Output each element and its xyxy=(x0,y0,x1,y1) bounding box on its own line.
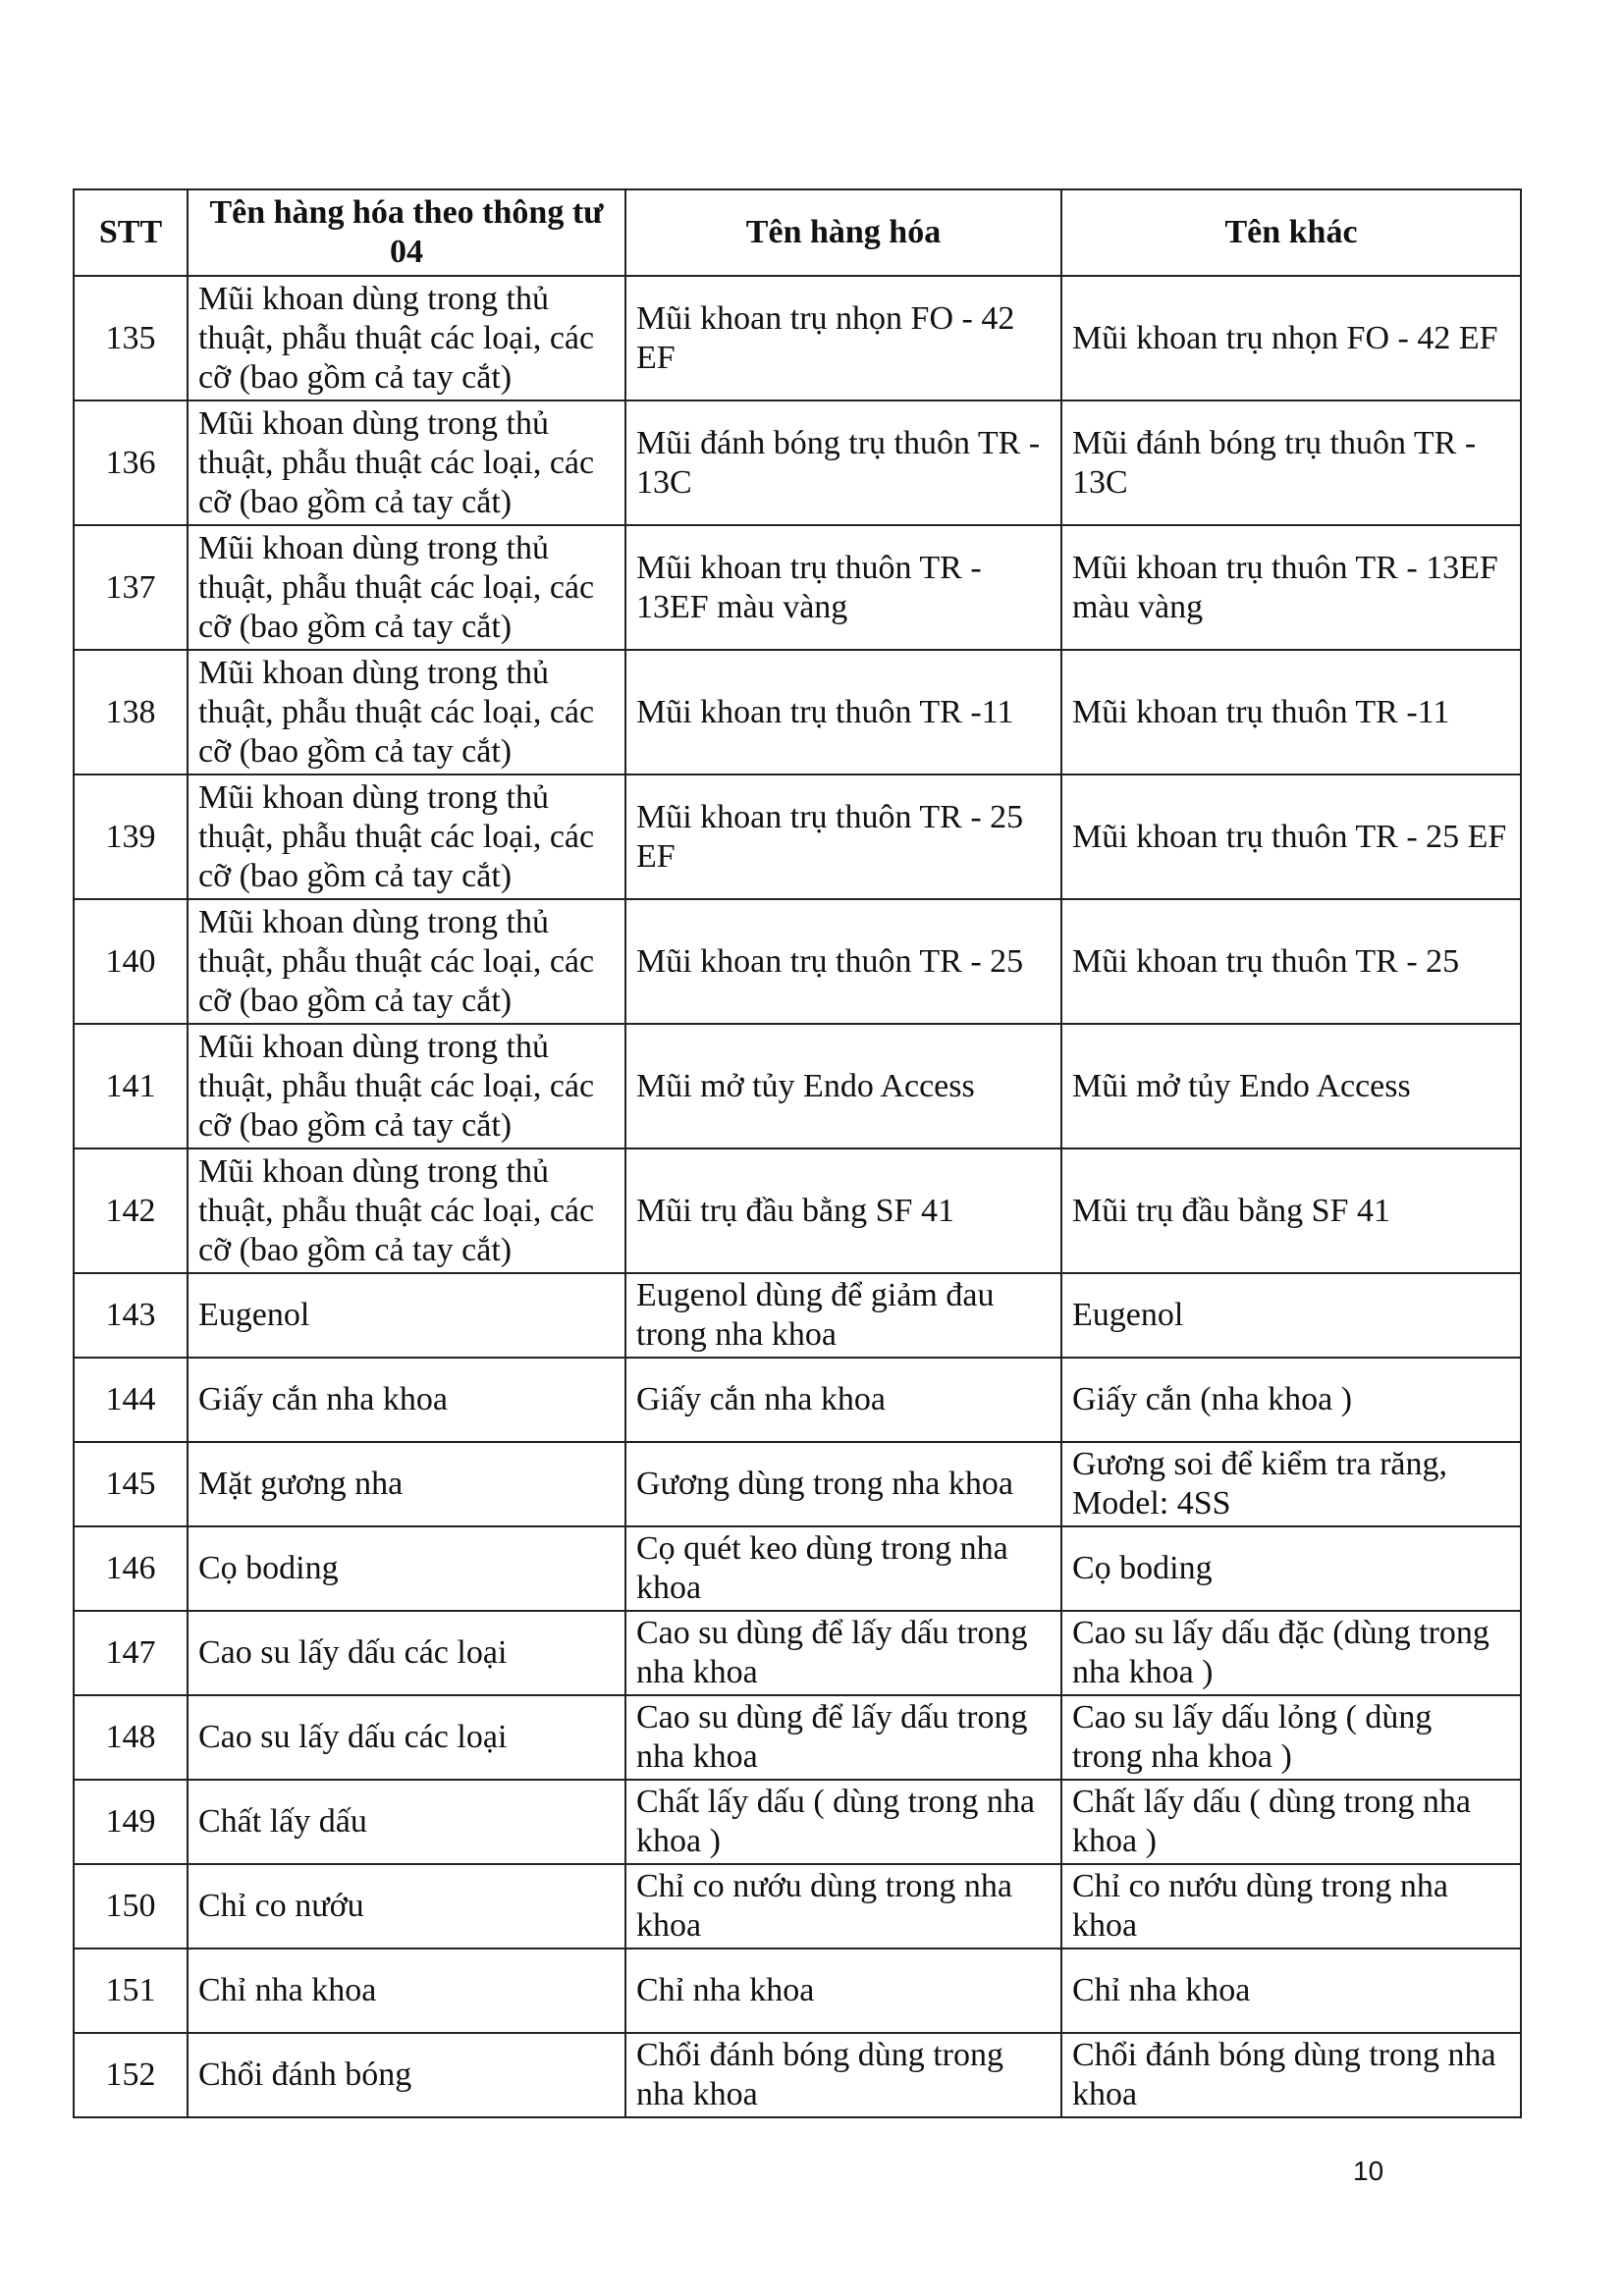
cell-other-name: Mũi đánh bóng trụ thuôn TR - 13C xyxy=(1061,400,1521,525)
cell-other-name: Chất lấy dấu ( dùng trong nha khoa ) xyxy=(1061,1780,1521,1864)
table-row xyxy=(74,1780,1521,1864)
table-row xyxy=(74,1611,1521,1695)
cell-circular-name: Mũi khoan dùng trong thủ thuật, phẫu thuật các loại, các cỡ (bao gồm cả tay cắt) xyxy=(188,899,625,1024)
cell-other-name: Mũi khoan trụ thuôn TR - 25 xyxy=(1061,899,1521,1024)
cell-stt: 146 xyxy=(74,1526,188,1611)
table-row xyxy=(74,1949,1521,2033)
cell-goods-name: Chất lấy dấu ( dùng trong nha khoa ) xyxy=(625,1780,1061,1864)
cell-circular-name: Mũi khoan dùng trong thủ thuật, phẫu thuật các loại, các cỡ (bao gồm cả tay cắt) xyxy=(188,276,625,400)
table-body xyxy=(74,276,1521,2117)
cell-goods-name: Mũi khoan trụ thuôn TR - 13EF màu vàng xyxy=(625,525,1061,650)
cell-stt: 149 xyxy=(74,1780,188,1864)
cell-circular-name: Mũi khoan dùng trong thủ thuật, phẫu thuật các loại, các cỡ (bao gồm cả tay cắt) xyxy=(188,1024,625,1148)
cell-goods-name: Cọ quét keo dùng trong nha khoa xyxy=(625,1526,1061,1611)
table-row xyxy=(74,650,1521,774)
table-row xyxy=(74,1358,1521,1442)
cell-stt: 138 xyxy=(74,650,188,774)
cell-stt: 142 xyxy=(74,1148,188,1273)
goods-table-container xyxy=(73,188,1520,2118)
cell-circular-name: Cao su lấy dấu các loại xyxy=(188,1695,625,1780)
cell-circular-name: Chỉ nha khoa xyxy=(188,1949,625,2033)
cell-goods-name: Mũi khoan trụ thuôn TR - 25 EF xyxy=(625,774,1061,899)
table-row xyxy=(74,774,1521,899)
header-goods-name: Tên hàng hóa xyxy=(625,189,1061,276)
cell-goods-name: Mũi đánh bóng trụ thuôn TR - 13C xyxy=(625,400,1061,525)
table-row xyxy=(74,1442,1521,1526)
cell-other-name: Cọ boding xyxy=(1061,1526,1521,1611)
cell-circular-name: Chỉ co nướu xyxy=(188,1864,625,1949)
table-row xyxy=(74,2033,1521,2117)
table-row xyxy=(74,525,1521,650)
cell-other-name: Cao su lấy dấu lỏng ( dùng trong nha khoa ) xyxy=(1061,1695,1521,1780)
cell-goods-name: Mũi trụ đầu bằng SF 41 xyxy=(625,1148,1061,1273)
cell-circular-name: Cao su lấy dấu các loại xyxy=(188,1611,625,1695)
table-row xyxy=(74,400,1521,525)
cell-goods-name: Gương dùng trong nha khoa xyxy=(625,1442,1061,1526)
cell-other-name: Chỉ nha khoa xyxy=(1061,1949,1521,2033)
table-row xyxy=(74,276,1521,400)
cell-goods-name: Chổi đánh bóng dùng trong nha khoa xyxy=(625,2033,1061,2117)
cell-stt: 139 xyxy=(74,774,188,899)
cell-other-name: Mũi khoan trụ thuôn TR - 13EF màu vàng xyxy=(1061,525,1521,650)
table-row xyxy=(74,1526,1521,1611)
table-header-row xyxy=(74,189,1521,276)
cell-stt: 152 xyxy=(74,2033,188,2117)
header-stt: STT xyxy=(74,189,188,276)
cell-other-name: Mũi mở tủy Endo Access xyxy=(1061,1024,1521,1148)
cell-goods-name: Giấy cắn nha khoa xyxy=(625,1358,1061,1442)
cell-other-name: Mũi trụ đầu bằng SF 41 xyxy=(1061,1148,1521,1273)
cell-stt: 144 xyxy=(74,1358,188,1442)
header-circular-name: Tên hàng hóa theo thông tư 04 xyxy=(188,189,625,276)
cell-stt: 137 xyxy=(74,525,188,650)
cell-stt: 141 xyxy=(74,1024,188,1148)
cell-goods-name: Mũi khoan trụ nhọn FO - 42 EF xyxy=(625,276,1061,400)
cell-circular-name: Cọ boding xyxy=(188,1526,625,1611)
cell-circular-name: Mũi khoan dùng trong thủ thuật, phẫu thuật các loại, các cỡ (bao gồm cả tay cắt) xyxy=(188,525,625,650)
cell-goods-name: Cao su dùng để lấy dấu trong nha khoa xyxy=(625,1611,1061,1695)
cell-goods-name: Chỉ nha khoa xyxy=(625,1949,1061,2033)
page-number: 10 xyxy=(1353,2156,1384,2186)
cell-circular-name: Mũi khoan dùng trong thủ thuật, phẫu thuật các loại, các cỡ (bao gồm cả tay cắt) xyxy=(188,650,625,774)
cell-stt: 140 xyxy=(74,899,188,1024)
table-row xyxy=(74,1864,1521,1949)
cell-stt: 150 xyxy=(74,1864,188,1949)
cell-other-name: Chỉ co nướu dùng trong nha khoa xyxy=(1061,1864,1521,1949)
cell-circular-name: Mũi khoan dùng trong thủ thuật, phẫu thuật các loại, các cỡ (bao gồm cả tay cắt) xyxy=(188,1148,625,1273)
cell-circular-name: Chất lấy dấu xyxy=(188,1780,625,1864)
cell-circular-name: Mũi khoan dùng trong thủ thuật, phẫu thuật các loại, các cỡ (bao gồm cả tay cắt) xyxy=(188,774,625,899)
cell-stt: 136 xyxy=(74,400,188,525)
cell-stt: 147 xyxy=(74,1611,188,1695)
table-row xyxy=(74,1024,1521,1148)
cell-other-name: Chổi đánh bóng dùng trong nha khoa xyxy=(1061,2033,1521,2117)
table-row xyxy=(74,1148,1521,1273)
table-row xyxy=(74,899,1521,1024)
cell-stt: 143 xyxy=(74,1273,188,1358)
cell-goods-name: Chỉ co nướu dùng trong nha khoa xyxy=(625,1864,1061,1949)
header-other-name: Tên khác xyxy=(1061,189,1521,276)
cell-goods-name: Mũi khoan trụ thuôn TR - 25 xyxy=(625,899,1061,1024)
cell-goods-name: Mũi mở tủy Endo Access xyxy=(625,1024,1061,1148)
cell-circular-name: Giấy cắn nha khoa xyxy=(188,1358,625,1442)
cell-other-name: Gương soi để kiểm tra răng, Model: 4SS xyxy=(1061,1442,1521,1526)
cell-circular-name: Mặt gương nha xyxy=(188,1442,625,1526)
cell-circular-name: Chổi đánh bóng xyxy=(188,2033,625,2117)
goods-table xyxy=(73,188,1522,2118)
cell-goods-name: Eugenol dùng để giảm đau trong nha khoa xyxy=(625,1273,1061,1358)
cell-other-name: Cao su lấy dấu đặc (dùng trong nha khoa ) xyxy=(1061,1611,1521,1695)
table-row xyxy=(74,1695,1521,1780)
table-row xyxy=(74,1273,1521,1358)
cell-other-name: Mũi khoan trụ thuôn TR - 25 EF xyxy=(1061,774,1521,899)
cell-circular-name: Mũi khoan dùng trong thủ thuật, phẫu thuật các loại, các cỡ (bao gồm cả tay cắt) xyxy=(188,400,625,525)
cell-other-name: Mũi khoan trụ nhọn FO - 42 EF xyxy=(1061,276,1521,400)
cell-other-name: Giấy cắn (nha khoa ) xyxy=(1061,1358,1521,1442)
cell-goods-name: Mũi khoan trụ thuôn TR -11 xyxy=(625,650,1061,774)
cell-circular-name: Eugenol xyxy=(188,1273,625,1358)
cell-stt: 145 xyxy=(74,1442,188,1526)
cell-stt: 151 xyxy=(74,1949,188,2033)
cell-stt: 135 xyxy=(74,276,188,400)
cell-other-name: Mũi khoan trụ thuôn TR -11 xyxy=(1061,650,1521,774)
cell-other-name: Eugenol xyxy=(1061,1273,1521,1358)
cell-goods-name: Cao su dùng để lấy dấu trong nha khoa xyxy=(625,1695,1061,1780)
cell-stt: 148 xyxy=(74,1695,188,1780)
